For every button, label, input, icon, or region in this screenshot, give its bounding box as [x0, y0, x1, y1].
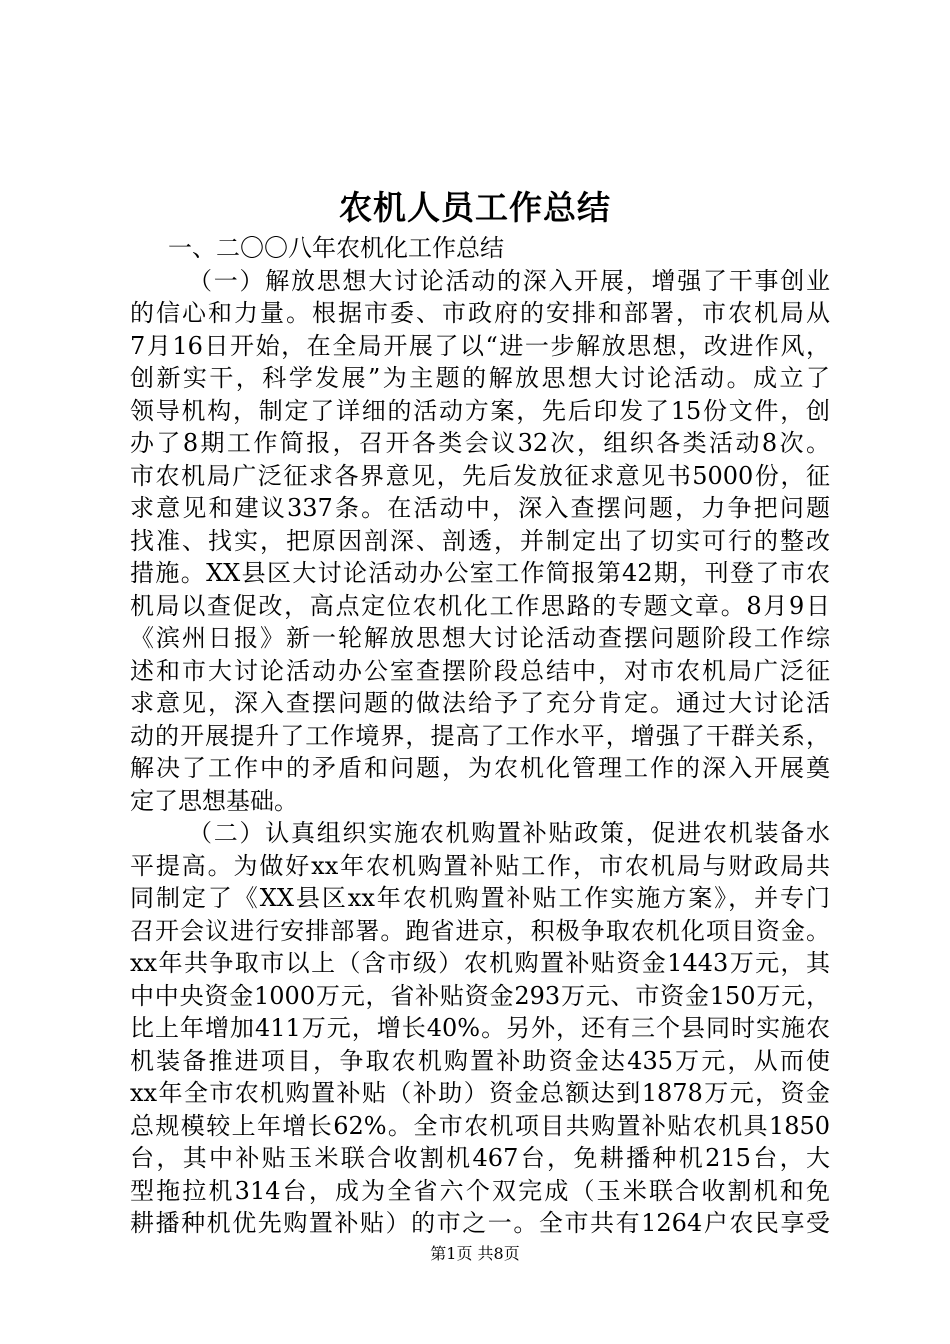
paragraph-line: 台，其中补贴玉米联合收割机467台，免耕播种机215台，大: [130, 1144, 830, 1172]
paragraph-line: 措施。XX县区大讨论活动办公室工作简报第42期，刊登了市农: [130, 559, 830, 587]
paragraph-line: 市农机局广泛征求各界意见，先后发放征求意见书5000份，征: [130, 461, 830, 490]
paragraph-line: （二）认真组织实施农机购置补贴政策，促进农机装备水: [188, 819, 830, 847]
document-body: [130, 232, 830, 1240]
page-footer: 第1页 共8页: [430, 1244, 520, 1263]
paragraph-line: 中中央资金1000万元，省补贴资金293万元、市资金150万元，: [130, 981, 830, 1010]
paragraph-line: 机装备推进项目，争取农机购置补助资金达435万元，从而使: [130, 1046, 830, 1075]
paragraph-line: 平提高。为做好xx年农机购置补贴工作，市农机局与财政局共: [130, 851, 830, 880]
paragraph-line: 述和市大讨论活动办公室查摆阶段总结中，对市农机局广泛征: [130, 656, 830, 685]
paragraph-line: 求意见和建议337条。在活动中，深入查摆问题，力争把问题: [130, 494, 830, 522]
paragraph-line: 办了8期工作简报，召开各类会议32次，组织各类活动8次。: [130, 429, 830, 457]
paragraph-line: 定了思想基础。: [130, 786, 298, 815]
document-title: 农机人员工作总结: [339, 188, 611, 227]
paragraph-line: 的信心和力量。根据市委、市政府的安排和部署，市农机局从: [130, 299, 830, 327]
section-heading: 一、二〇〇八年农机化工作总结: [168, 234, 504, 262]
paragraph-line: 求意见，深入查摆问题的做法给予了充分肯定。通过大讨论活: [130, 689, 830, 717]
paragraph-line: 比上年增加411万元，增长40%。另外，还有三个县同时实施农: [130, 1014, 830, 1042]
paragraph-line: 找准、找实，把原因剖深、剖透，并制定出了切实可行的整改: [130, 526, 830, 555]
paragraph-line: 召开会议进行安排部署。跑省进京，积极争取农机化项目资金。: [130, 916, 830, 945]
paragraph-line: 同制定了《XX县区xx年农机购置补贴工作实施方案》，并专门: [130, 884, 830, 912]
paragraph-line: 机局以查促改，高点定位农机化工作思路的专题文章。8月9日: [130, 591, 830, 620]
paragraph-line: 解决了工作中的矛盾和问题，为农机化管理工作的深入开展奠: [130, 754, 830, 782]
paragraph-line: 动的开展提升了工作境界，提高了工作水平，增强了干群关系，: [130, 721, 830, 750]
paragraph-line: 型拖拉机314台，成为全省六个双完成（玉米联合收割机和免: [130, 1176, 830, 1205]
paragraph-line: 《滨州日报》新一轮解放思想大讨论活动查摆问题阶段工作综: [130, 624, 830, 652]
paragraph-line: 总规模较上年增长62%。全市农机项目共购置补贴农机具1850: [130, 1111, 830, 1140]
paragraph-line: （一）解放思想大讨论活动的深入开展，增强了干事创业: [188, 266, 830, 295]
paragraph-line: xx年全市农机购置补贴（补助）资金总额达到1878万元，资金: [130, 1079, 830, 1107]
paragraph-line: xx年共争取市以上（含市级）农机购置补贴资金1443万元，其: [130, 949, 830, 977]
paragraph-line: 耕播种机优先购置补贴）的市之一。全市共有1264户农民享受: [130, 1209, 830, 1237]
paragraph-line: 领导机构，制定了详细的活动方案，先后印发了15份文件，创: [130, 396, 830, 425]
paragraph-line: 创新实干，科学发展”为主题的解放思想大讨论活动。成立了: [130, 364, 830, 392]
paragraph-line: 7月16日开始，在全局开展了以“进一步解放思想，改进作风，: [130, 331, 830, 360]
